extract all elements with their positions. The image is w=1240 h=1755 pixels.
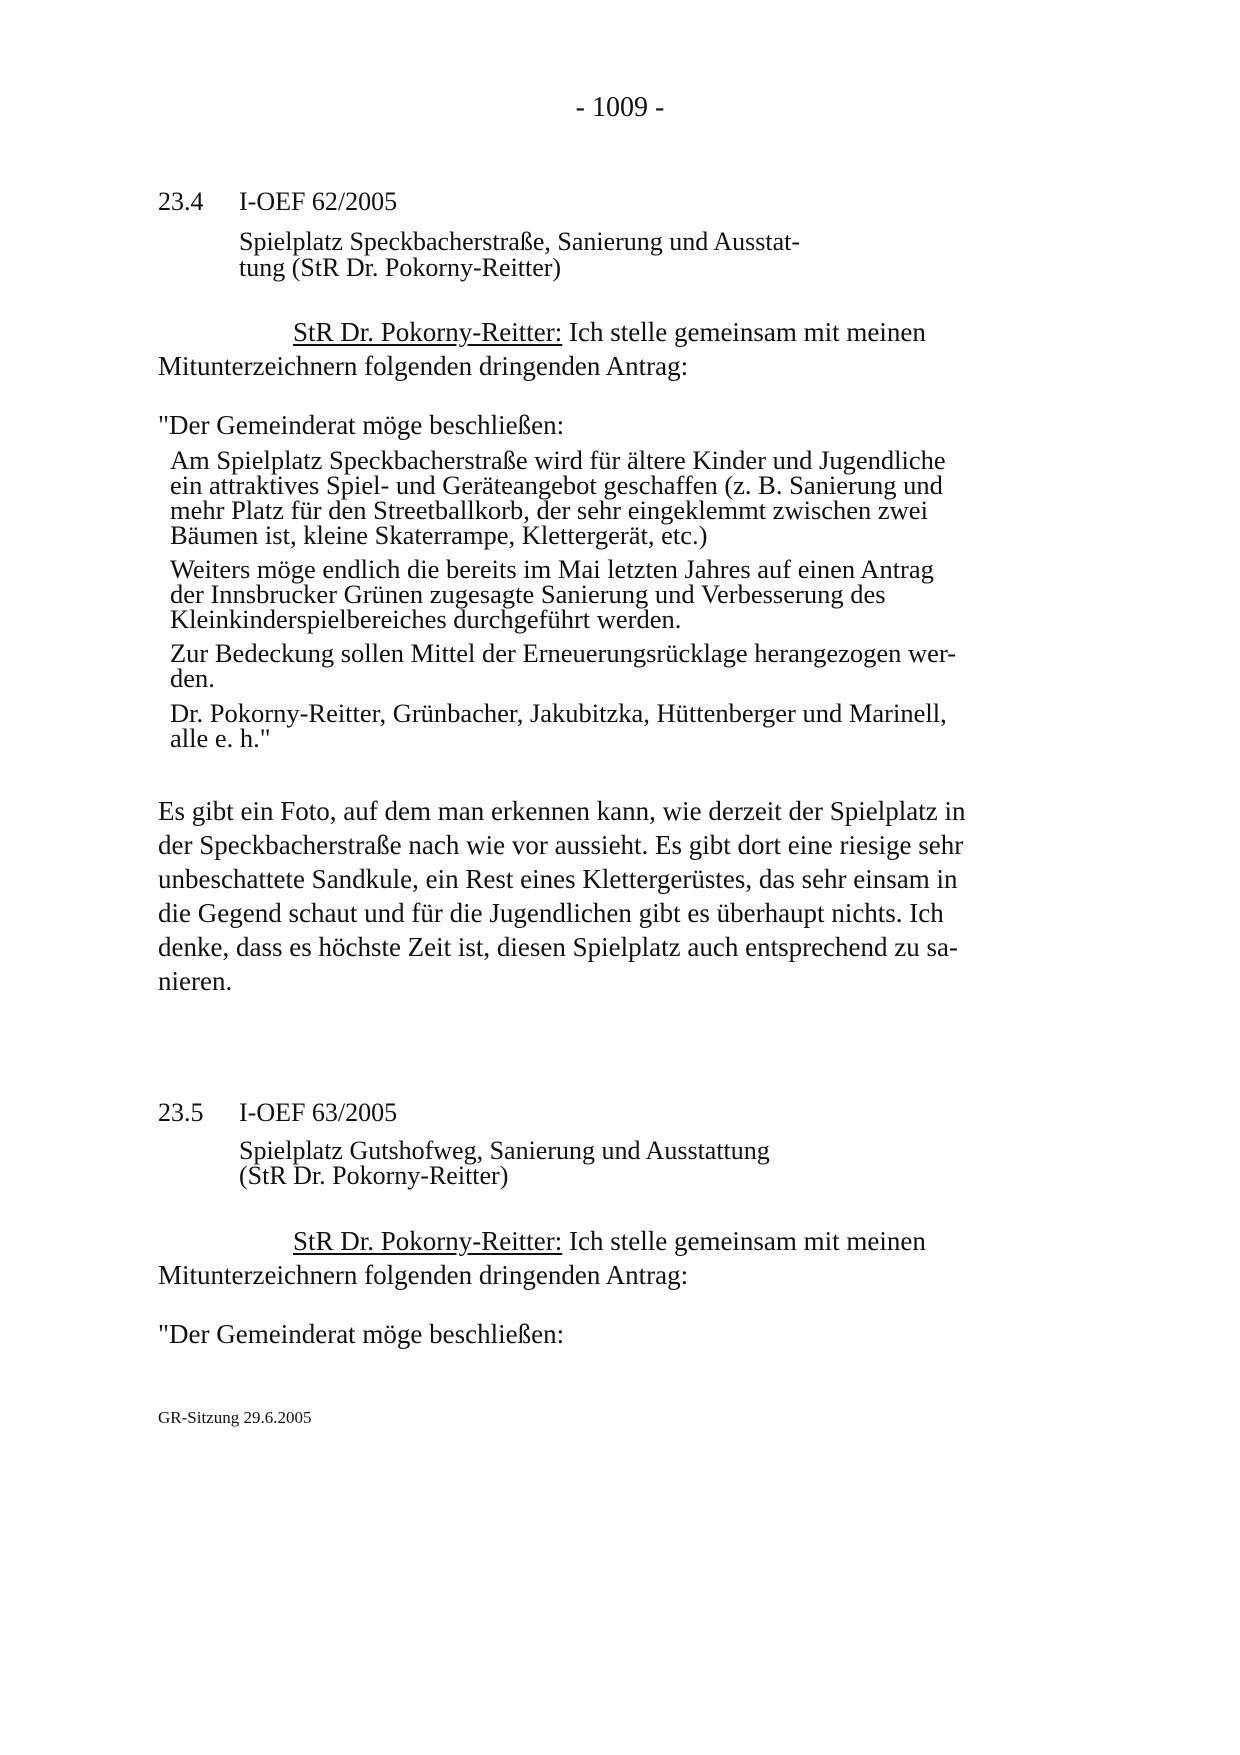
item-title-line: tung (StR Dr. Pokorny-Reitter): [239, 253, 562, 282]
speech-line: Mitunterzeichnern folgenden dringenden Antrag:: [158, 1260, 689, 1290]
motion-line: Am Spielplatz Speckbacherstraße wird für ältere Kinder und Jugendliche: [170, 445, 946, 475]
footer-session: GR-Sitzung 29.6.2005: [158, 1408, 312, 1427]
comment-line: unbeschattete Sandkule, ein Rest eines Klettergerüstes, das sehr einsam in: [158, 864, 958, 894]
motion-line: Dr. Pokorny-Reitter, Grünbacher, Jakubitzka, Hüttenberger und Marinell,: [170, 698, 947, 728]
motion-line: der Innsbrucker Grünen zugesagte Sanierung und Verbesserung des: [170, 579, 886, 609]
motion-line: Weiters möge endlich die bereits im Mai letzten Jahres auf einen Antrag: [170, 554, 934, 584]
comment-line: der Speckbacherstraße nach wie vor aussieht. Es gibt dort eine riesige sehr: [158, 830, 964, 860]
item-title-line: Spielplatz Speckbacherstraße, Sanierung und Ausstat-: [239, 227, 801, 256]
motion-intro: "Der Gemeinderat möge beschließen:: [158, 1319, 565, 1349]
motion-line: Zur Bedeckung sollen Mittel der Erneuerungsrücklage herangezogen wer-: [170, 638, 957, 668]
comment-line: die Gegend schaut und für die Jugendlichen gibt es überhaupt nichts. Ich: [158, 898, 944, 928]
motion-line: den.: [170, 663, 215, 693]
comment-line: Es gibt ein Foto, auf dem man erkennen kann, wie derzeit der Spielplatz in: [158, 796, 966, 826]
item-number: 23.5: [158, 1098, 204, 1127]
item-title-line: Spielplatz Gutshofweg, Sanierung und Ausstattung: [239, 1136, 770, 1165]
speaker-name: StR Dr. Pokorny-Reitter:: [293, 317, 563, 347]
motion-line: ein attraktives Spiel- und Geräteangebot geschaffen (z. B. Sanierung und: [170, 470, 943, 500]
page-number: - 1009 -: [575, 92, 665, 123]
speech-line: [293, 1222, 926, 1260]
speech-text: Ich stelle gemeinsam mit meinen: [562, 1226, 926, 1256]
motion-line: Bäumen ist, kleine Skaterrampe, Klettergerät, etc.): [170, 520, 708, 550]
speech-line: [293, 313, 926, 351]
item-title-line: (StR Dr. Pokorny-Reitter): [239, 1161, 509, 1190]
speech-text: Ich stelle gemeinsam mit meinen: [562, 317, 926, 347]
comment-line: nieren.: [158, 966, 233, 996]
motion-line: mehr Platz für den Streetballkorb, der sehr eingeklemmt zwischen zwei: [170, 495, 928, 525]
item-code: I-OEF 63/2005: [239, 1098, 398, 1127]
item-number: 23.4: [158, 187, 204, 216]
speaker-name: StR Dr. Pokorny-Reitter:: [293, 1226, 563, 1256]
motion-line: alle e. h.": [170, 723, 271, 753]
item-code: I-OEF 62/2005: [239, 187, 398, 216]
motion-intro: "Der Gemeinderat möge beschließen:: [158, 410, 565, 440]
comment-line: denke, dass es höchste Zeit ist, diesen Spielplatz auch entsprechend zu sa-: [158, 932, 958, 962]
speech-line: Mitunterzeichnern folgenden dringenden Antrag:: [158, 351, 689, 381]
motion-line: Kleinkinderspielbereiches durchgeführt werden.: [170, 604, 682, 634]
